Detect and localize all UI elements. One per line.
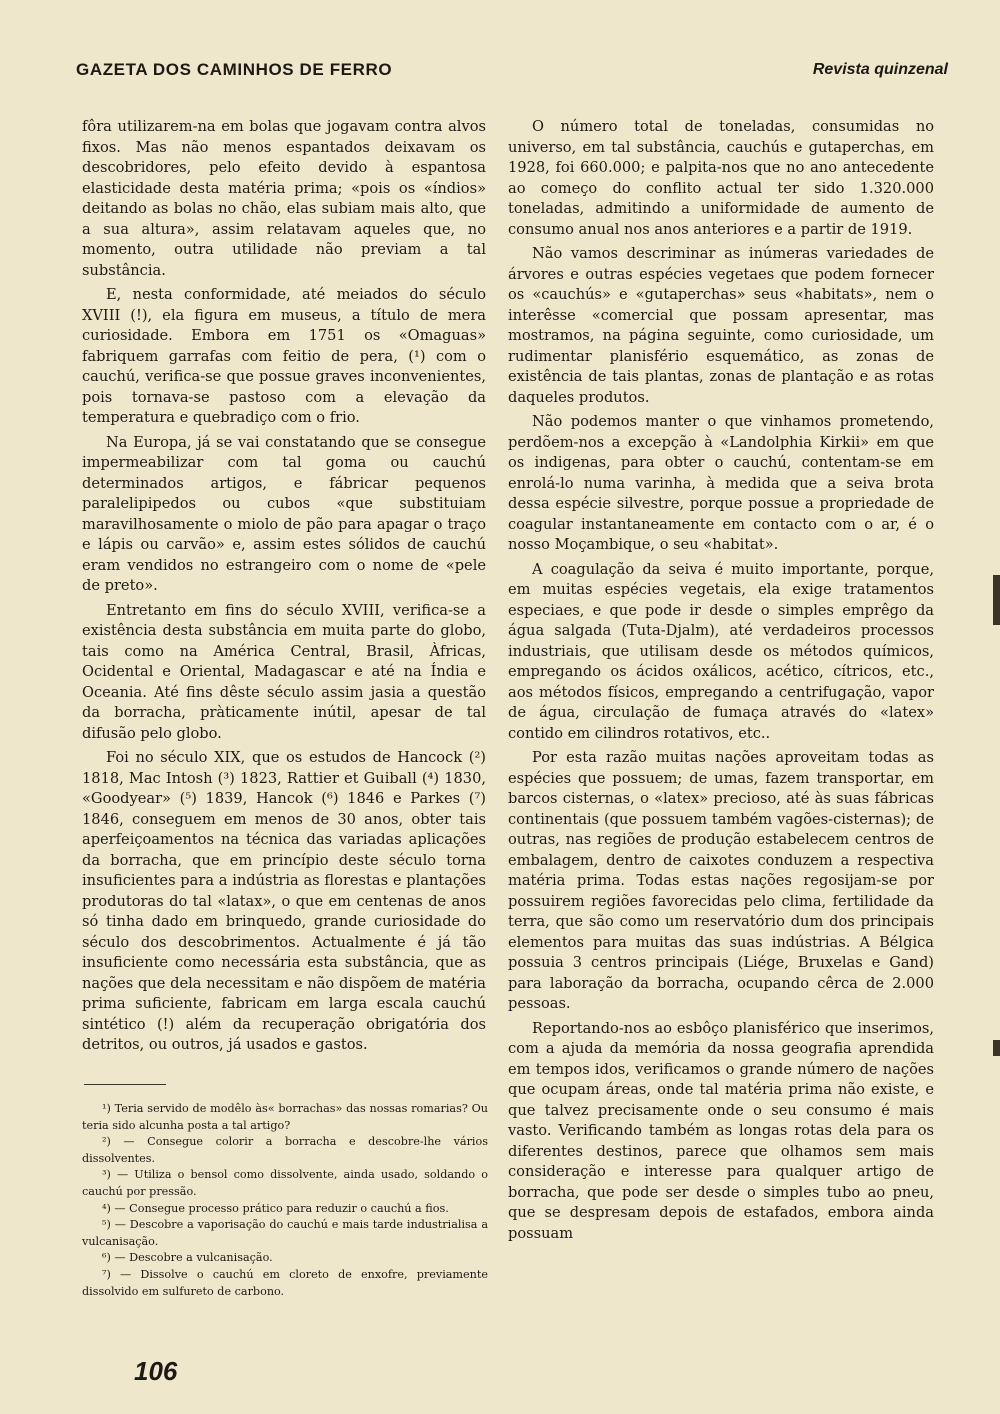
- paragraph: Não vamos descriminar as inúmeras variedades de árvores e outras espécies vegetaes que podem fornecer os «cauchús» e «gutaperchas» seus «habitats», nem o interêsse «comercial que possam apresentar, mas mostramos, na página seguinte, como curiosidade, um rudimentar planisfério esquemático, as zonas de existência de tais plantas, zonas de plantação e as rotas daqueles produtos.: [508, 245, 934, 406]
- publication-subtitle: Revista quinzenal: [812, 61, 948, 78]
- publication-title: GAZETA DOS CAMINHOS DE FERRO: [76, 60, 393, 79]
- page-edge-mark: [993, 575, 1000, 625]
- right-column: [508, 117, 934, 1248]
- footnote: ⁵) — Descobre a vaporisação do cauchú e mais tarde industrialisa a vulcanisação.: [82, 1218, 488, 1248]
- footnote: ³) — Utiliza o bensol como dissolvente, ainda usado, soldando o cauchú por pressão.: [82, 1168, 488, 1198]
- paragraph: Foi no século XIX, que os estudos de Hancock (²) 1818, Mac Intosh (³) 1823, Rattier et Guiball (⁴) 1830, «Goodyear» (⁵) 1839, Hancok (⁶) 1846 e Parkes (⁷) 1846, conseguem em menos de 30 anos, obter tais aperfeiçoamentos na técnica das variadas aplicações da borracha, que em princípio deste século torna insuficientes para a indústria as florestas e plantações produtoras do tal «latax», o que em centenas de anos só tinha dado em brinquedo, grande curiosidade do século dos descobrimentos. Actualmente é já tão insuficiente como necessária esta substância, que as nações que dela necessitam e não dispõem de matéria prima suficiente, fabricam em larga escala cauchú sintético (!) além da recuperação obrigatória dos detritos, ou outros, já usados e gastos.: [82, 749, 486, 1053]
- footnote: ⁴) — Consegue processo prático para reduzir o cauchú a fios.: [102, 1201, 449, 1215]
- paragraph: Por esta razão muitas nações aproveitam todas as espécies que possuem; de umas, fazem transportar, em barcos cisternas, o «latex» precioso, até às suas fábricas continentais (que possuem também vagões-cisternas); de outras, nas regiões de produção estabelecem centros de embalagem, dentro de caixotes conduzem a respectiva matéria prima. Todas estas nações regosijam-se por possuirem regiões favorecidas pelo clima, fertilidade da terra, que são como um reservatório dum dos principais elementos para muitas das suas indústrias. A Bélgica possuia 3 centros principais (Liége, Bruxelas e Gand) para laboração da borracha, ocupando cêrca de 2.000 pessoas.: [508, 749, 934, 1012]
- footnote: ⁷) — Dissolve o cauchú em cloreto de enxofre, previamente dissolvido em sulfureto de carbono.: [82, 1267, 488, 1298]
- paragraph: Reportando-nos ao esbôço planisférico que inserimos, com a ajuda da memória da nossa geografia aprendida em tempos idos, verificamos o grande número de nações que ocupam áreas, onde tal matéria prima não existe, e que talvez precisamente onde o seu consumo é mais vasto. Verificando também as longas rotas dela para os diferentes destinos, parece que olhamos sem mais consideração e interesse para qualquer artigo de borracha, que pode ser desde o simples tubo ao pneu, que se despresam depois de estafados, embora ainda possuam: [508, 1019, 934, 1242]
- paragraph: Na Europa, já se vai constatando que se consegue impermeabilizar com tal goma ou cauchú determinados artigos, e fábricar pequenos paralelipipedos ou cubos «que substituiam maravilhosamente o miolo de pão para apagar o traço e lápis ou carvão» e, assim estes sólidos de cauchú eram vendidos no estrangeiro com o nome de «pele de preto».: [82, 433, 486, 594]
- footnote-divider: [84, 1084, 166, 1085]
- footnote: ²) — Consegue colorir a borracha e descobre-lhe vários dissolventes.: [82, 1135, 488, 1165]
- paragraph: Entretanto em fins do século XVIII, verifica-se a existência desta substância em muita parte do globo, tais como na América Central, Brasil, Àfricas, Ocidental e Oriental, Madagascar e até na Índia e Oceania. Até fins dêste século assim jasia a questão da borracha, pràticamente inútil, apesar de tal difusão pelo globo.: [82, 601, 486, 742]
- paragraph: Não podemos manter o que vinhamos prometendo, perdõem-nos a excepção à «Landolphia Kirkii» em que os indigenas, para obter o cauchú, contentam-se em enrolá-lo numa varinha, à medida que a seiva brota dessa espécie silvestre, porque possue a propriedade de coagular instantaneamente em contacto com o ar, é o nosso Moçambique, o seu «habitat».: [508, 413, 934, 553]
- page-edge-mark: [993, 1040, 1000, 1056]
- left-column: [82, 117, 486, 1060]
- footnotes: [82, 1101, 488, 1300]
- paragraph: fôra utilizarem-na em bolas que jogavam contra alvos fixos. Mas não menos espantados deixavam os descobridores, pelo efeito devido à espantosa elasticidade desta matéria prima; «pois os «índios» deitando as bolas no chão, elas subiam mais alto, que a sua altura», assim relatavam aqueles que, no momento, outra utilidade não previam a tal substância.: [82, 118, 486, 279]
- footnote: ¹) Teria servido de modêlo às« borrachas» das nossas romarias? Ou teria sido alcunha posta a tal artigo?: [82, 1102, 488, 1132]
- page-header: [76, 56, 948, 84]
- paragraph: A coagulação da seiva é muito importante, porque, em muitas espécies vegetais, ela exige tratamentos especiaes, e que pode ir desde o simples emprêgo da água salgada (Tuta-Djalm), até verdadeiros processos industriais, que utilisam desde os métodos químicos, empregando os ácidos oxálicos, acético, cítricos, etc., aos métodos físicos, empregando a centrifugação, vapor de água, circulação de fumaça através do «latex» contido em cilindros rotativos, etc..: [508, 560, 934, 742]
- paragraph: E, nesta conformidade, até meiados do século XVIII (!), ela figura em museus, a título de mera curiosidade. Embora em 1751 os «Omaguas» fabriquem garrafas com feitio de pera, (¹) com o cauchú, verifica-se que possue graves inconvenientes, pois tornava-se pastoso com a elevação da temperatura e quebradiço com o frio.: [82, 286, 486, 426]
- paragraph: O número total de toneladas, consumidas no universo, em tal substância, cauchús e gutaperchas, em 1928, foi 660.000; e palpita-nos que no ano antecedente ao começo do conflito actual ter sido 1.320.000 toneladas, admitindo a uniformidade de aumento de consumo anual nos anos anteriores e a partir de 1919.: [508, 118, 934, 238]
- footnote: ⁶) — Descobre a vulcanisação.: [102, 1251, 273, 1265]
- page-number: 106: [134, 1356, 178, 1386]
